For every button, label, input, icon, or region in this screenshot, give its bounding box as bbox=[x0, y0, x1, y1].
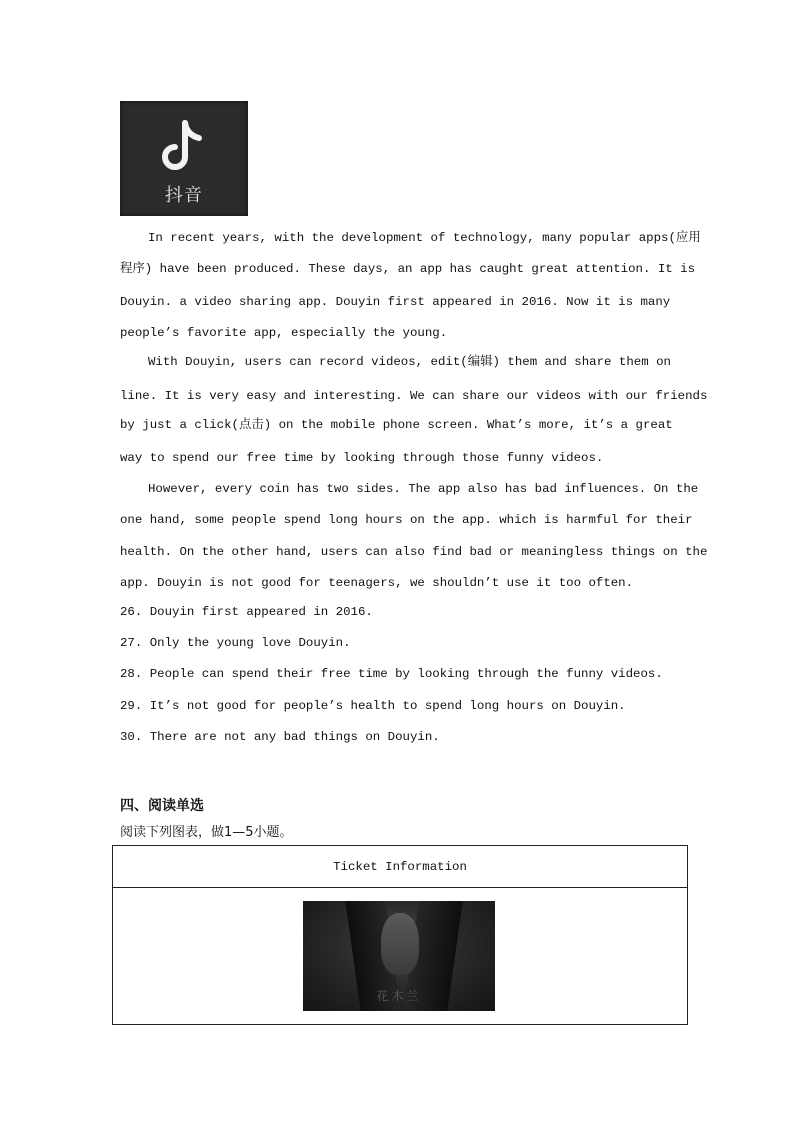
section-instruction: 阅读下列图表，做1—5小题。 bbox=[120, 825, 293, 840]
douyin-logo bbox=[120, 101, 248, 216]
passage-line: app. Douyin is not good for teenagers, we shouldn’t use it too often. bbox=[120, 576, 634, 590]
question-item: 30. There are not any bad things on Douyin. bbox=[120, 730, 440, 744]
tiktok-note-icon bbox=[154, 117, 214, 181]
movie-poster-image bbox=[303, 901, 495, 1011]
passage-line: by just a click(点击) on the mobile phone screen. What’s more, it’s a great bbox=[120, 418, 673, 432]
ticket-header: Ticket Information bbox=[113, 846, 687, 888]
passage-line: way to spend our free time by looking through those funny videos. bbox=[120, 451, 604, 465]
question-item: 29. It’s not good for people’s health to spend long hours on Douyin. bbox=[120, 699, 626, 713]
question-item: 28. People can spend their free time by looking through the funny videos. bbox=[120, 667, 663, 681]
passage-line: health. On the other hand, users can also find bad or meaningless things on the bbox=[120, 545, 708, 559]
logo-caption: 抖音 bbox=[165, 185, 203, 206]
poster-caption: 花木兰 bbox=[376, 989, 422, 1003]
question-item: 26. Douyin first appeared in 2016. bbox=[120, 605, 373, 619]
passage-line: Douyin. a video sharing app. Douyin first appeared in 2016. Now it is many bbox=[120, 295, 671, 309]
passage-line: With Douyin, users can record videos, edit(编辑) them and share them on bbox=[148, 355, 671, 369]
section-title: 四、阅读单选 bbox=[120, 798, 204, 814]
passage-line: one hand, some people spend long hours on the app. which is harmful for their bbox=[120, 513, 693, 527]
passage-line: people’s favorite app, especially the young. bbox=[120, 326, 448, 340]
passage-line: In recent years, with the development of technology, many popular apps(应用 bbox=[148, 231, 701, 245]
ticket-table bbox=[112, 845, 688, 1025]
passage-line: 程序) have been produced. These days, an app has caught great attention. It is bbox=[120, 262, 696, 276]
question-item: 27. Only the young love Douyin. bbox=[120, 636, 351, 650]
passage-line: However, every coin has two sides. The app also has bad influences. On the bbox=[148, 482, 699, 496]
passage-line: line. It is very easy and interesting. We can share our videos with our friends bbox=[120, 389, 708, 403]
poster-face bbox=[381, 913, 419, 975]
